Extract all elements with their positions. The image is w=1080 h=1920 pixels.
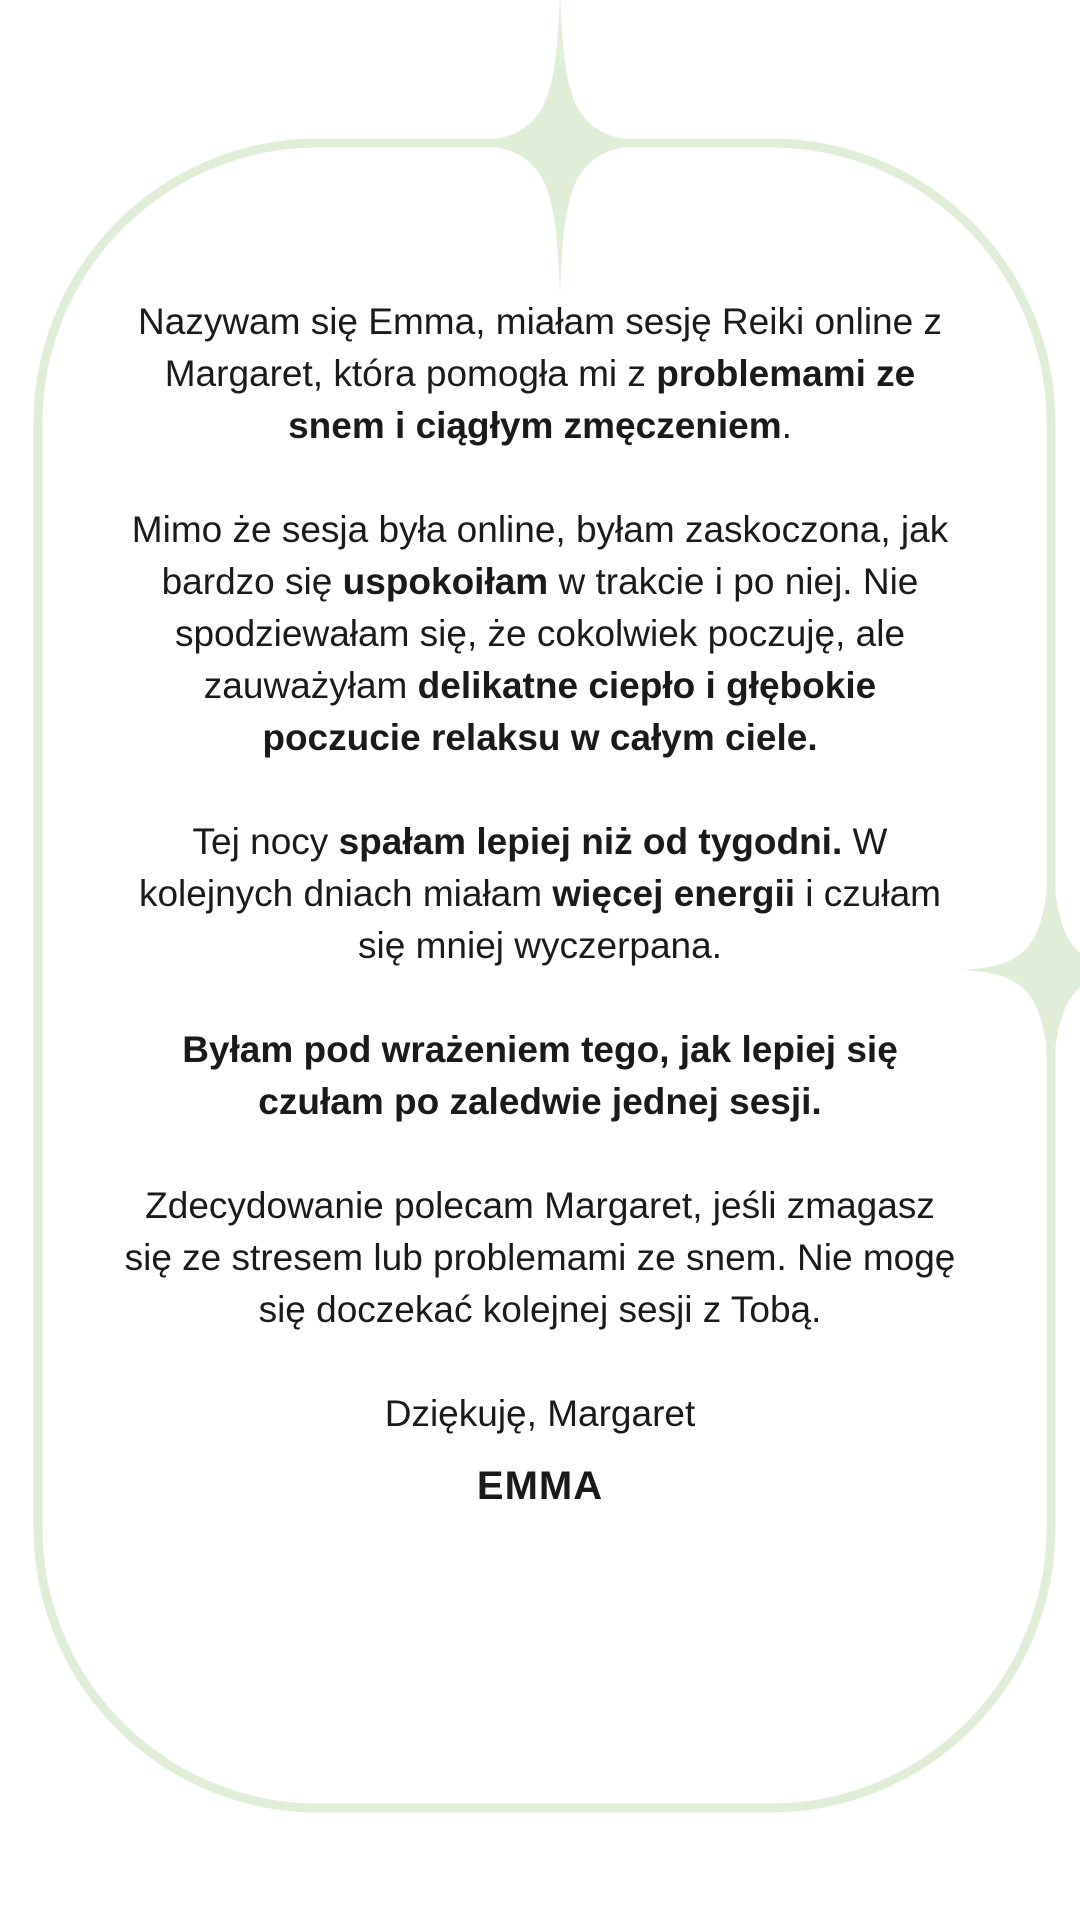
paragraph-text: i czułam się mniej wyczerpana. <box>358 873 941 966</box>
testimonial-paragraph-4 <box>120 1024 960 1128</box>
paragraph-text: . <box>781 405 792 446</box>
testimonial-card <box>120 296 960 1512</box>
paragraph-bold-text: Byłam pod wrażeniem tego, jak lepiej się czułam po zaledwie jednej sesji. <box>182 1029 898 1122</box>
paragraph-bold-text: spałam lepiej niż od tygodni. <box>338 821 843 862</box>
paragraph-bold-text: delikatne ciepło i głębokie poczucie relaksu w całym ciele. <box>262 665 877 758</box>
testimonial-paragraph-5 <box>120 1180 960 1336</box>
paragraph-text: Zdecydowanie polecam Margaret, jeśli zmagasz się ze stresem lub problemami ze snem. Nie mogę się doczekać kolejnej sesji z Tobą. <box>124 1185 956 1330</box>
testimonial-paragraph-3 <box>120 816 960 972</box>
paragraph-text: Nazywam się Emma, miałam sesję Reiki online z Margaret, która pomogła mi z <box>138 301 942 394</box>
paragraph-text: Mimo że sesja była online, byłam zaskoczona, jak bardzo się <box>131 509 949 602</box>
top-sparkle-icon <box>465 0 655 296</box>
paragraph-bold-text: uspokoiłam <box>342 561 549 602</box>
testimonial-paragraph-2 <box>120 504 960 764</box>
right-sparkle-icon <box>962 830 1080 1110</box>
paragraph-bold-text: problemami ze snem i ciągłym zmęczeniem <box>288 353 916 446</box>
paragraph-text: W kolejnych dniach miałam <box>138 821 888 914</box>
paragraph-text: Tej nocy <box>192 821 339 862</box>
paragraph-text: w trakcie i po niej. Nie spodziewałam się, że cokolwiek poczuję, ale zauważyłam <box>174 561 919 706</box>
testimonial-paragraph-1 <box>120 296 960 452</box>
thanks-line: Dziękuję, Margaret <box>384 1393 696 1434</box>
signature-name: EMMA <box>476 1464 604 1508</box>
paragraph-bold-text: więcej energii <box>552 873 796 914</box>
